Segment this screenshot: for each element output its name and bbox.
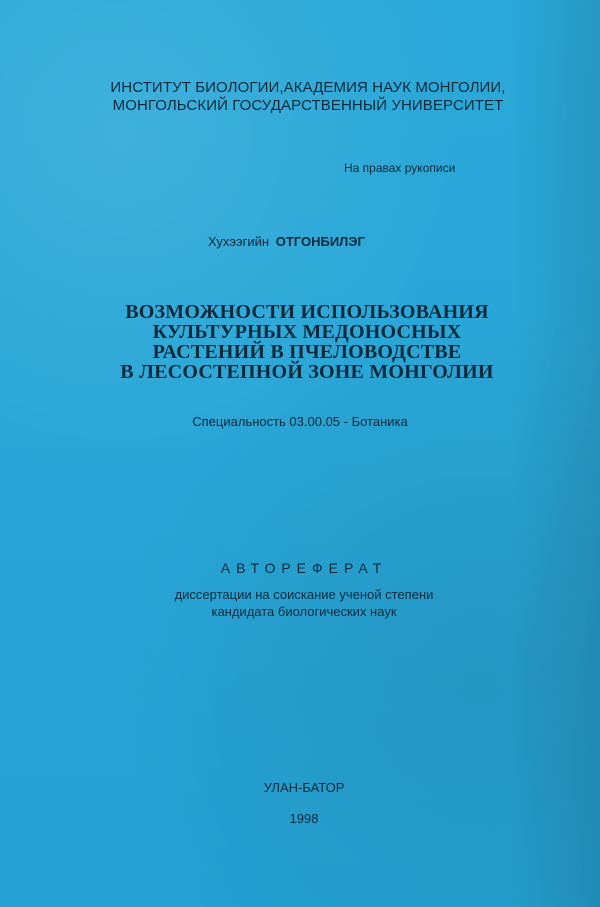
abstract-label: АВТОРЕФЕРАТ xyxy=(220,560,388,576)
title-line-2: КУЛЬТУРНЫХ МЕДОНОСНЫХ xyxy=(152,321,462,343)
abstract-description xyxy=(4,586,600,620)
author-name xyxy=(208,234,365,249)
rights-note: На правах рукописи xyxy=(344,161,456,175)
author-given-name: Хухээгийн xyxy=(208,234,270,249)
publication-city: УЛАН-БАТОР xyxy=(263,780,345,795)
title-line-3: РАСТЕНИЙ В ПЧЕЛОВОДСТВЕ xyxy=(152,341,462,363)
thesis-title xyxy=(7,302,600,382)
specialty-line: Специальность 03.00.05 - Ботаника xyxy=(192,414,408,429)
institution-line-1: ИНСТИТУТ БИОЛОГИИ,АКАДЕМИЯ НАУК МОНГОЛИИ, xyxy=(110,79,506,96)
abstract-line-2: кандидата биологических наук xyxy=(211,604,397,619)
title-line-4: В ЛЕСОСТЕПНОЙ ЗОНЕ МОНГОЛИИ xyxy=(120,361,494,383)
author-surname: ОТГОНБИЛЭГ xyxy=(275,234,365,249)
title-line-1: ВОЗМОЖНОСТИ ИСПОЛЬЗОВАНИЯ xyxy=(125,301,489,323)
institution-line-2: МОНГОЛЬСКИЙ ГОСУДАРСТВЕННЫЙ УНИВЕРСИТЕТ xyxy=(112,97,504,114)
abstract-line-1: диссертации на соискание ученой степени xyxy=(174,587,434,602)
page-edge-shadow xyxy=(508,0,600,907)
institution-block xyxy=(8,79,600,115)
publication-year: 1998 xyxy=(289,811,319,826)
